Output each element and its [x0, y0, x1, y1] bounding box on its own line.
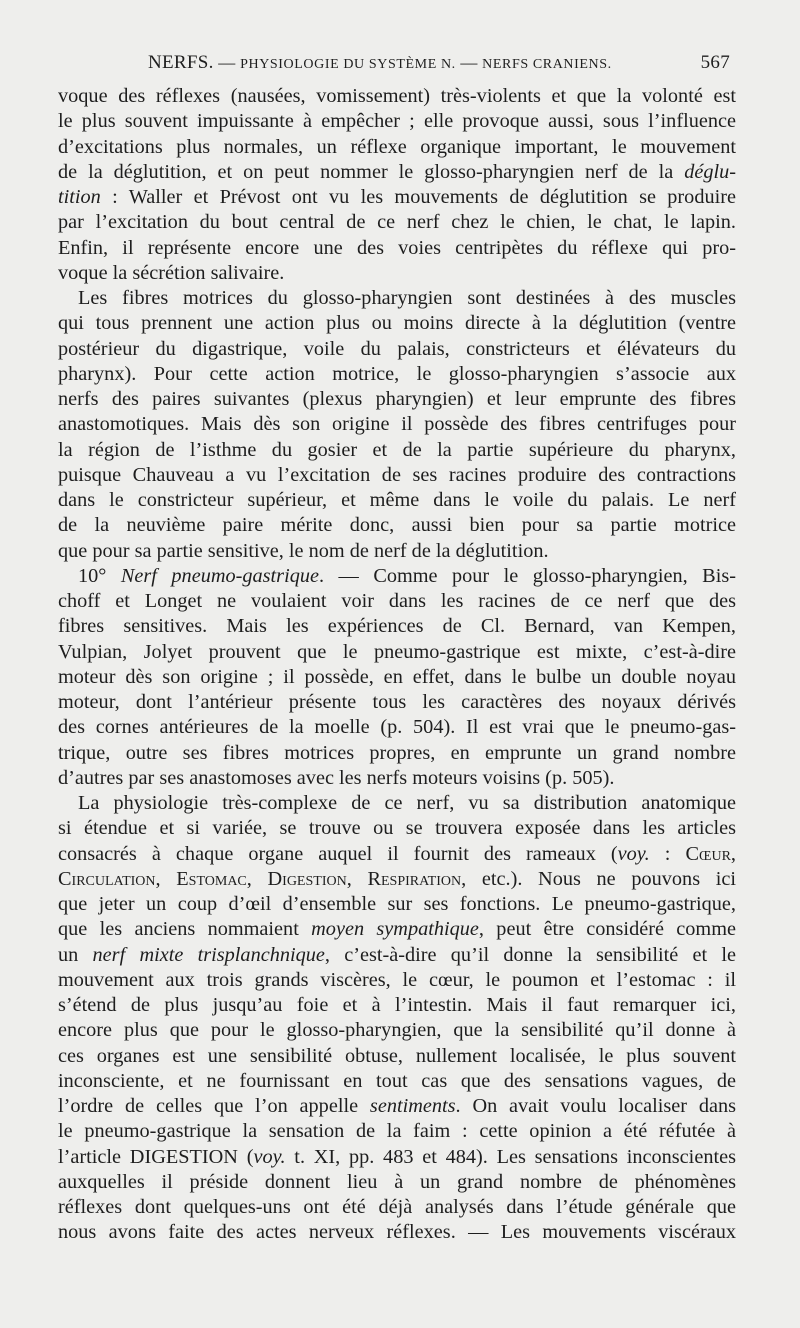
- text-line: fibres sensitives. Mais les expériences de Cl. Bernard, van Kempen,: [58, 615, 736, 638]
- header-section: PHYSIOLOGIE DU SYSTÈME N.: [240, 57, 456, 72]
- paragraph: [58, 564, 736, 791]
- text-line: le plus souvent impuissante à empêcher ; elle provoque aussi, sous l’influence: [58, 110, 736, 133]
- text-line: voque la sécrétion salivaire.: [58, 261, 285, 284]
- text-line: inconsciente, et ne fournissant en tout cas que des sensations vagues, de: [58, 1069, 736, 1092]
- text-line: choff et Longet ne voulaient voir dans les racines de ce nerf que des: [58, 590, 736, 612]
- text-line: trique, outre ses fibres motrices propres, en emprunte un grand nombre: [58, 741, 736, 764]
- running-header: [148, 50, 736, 80]
- text-line: voque des réflexes (nausées, vomissement) très-violents et que la volonté est: [58, 85, 736, 107]
- text-line: la région de l’isthme du gosier et de la partie supérieure du pharynx,: [58, 438, 736, 461]
- text-line: de la neuvième paire mérite donc, aussi bien pour sa partie motrice: [58, 514, 736, 537]
- text-line: nous avons faite des actes nerveux réflexes. — Les mouvements viscéraux: [58, 1221, 736, 1244]
- text-line: des cornes antérieures de la moelle (p. 504). Il est vrai que le pneumo-gas-: [58, 716, 736, 739]
- text-line: ces organes est une sensibilité obtuse, nullement localisée, le plus souvent: [58, 1044, 736, 1067]
- text-line: tition : Waller et Prévost ont vu les mouvements de déglutition se produire: [58, 186, 736, 208]
- text-line: consacrés à chaque organe auquel il fournit des rameaux (voy. : Cœur,: [58, 842, 736, 865]
- text-line: le pneumo-gastrique la sensation de la faim : cette opinion a été réfutée à: [58, 1120, 736, 1143]
- text-line: 10° Nerf pneumo-gastrique. — Comme pour le glosso-pharyngien, Bis-: [78, 564, 736, 587]
- text-line: que les anciens nommaient moyen sympathique, peut être considéré comme: [58, 918, 736, 941]
- text-line: d’excitations plus normales, un réflexe organique important, le mouvement: [58, 135, 736, 158]
- text-line: si étendue et si variée, se trouve ou se trouvera exposée dans les articles: [58, 817, 736, 840]
- text-line: l’article DIGESTION (voy. t. XI, pp. 483 et 484). Les sensations inconscientes: [58, 1145, 736, 1168]
- body-text: [58, 84, 736, 1246]
- text-line: puisque Chauveau a vu l’excitation de ses racines produire des contractions: [58, 463, 736, 486]
- text-line: mouvement aux trois grands viscères, le cœur, le poumon et l’estomac : il: [58, 968, 736, 991]
- paragraph: [58, 791, 736, 1246]
- text-line: auxquelles il préside donnent lieu à un grand nombre de phénomènes: [58, 1170, 736, 1193]
- text-line: s’étend de plus jusqu’au foie et à l’intestin. Mais il faut remarquer ici,: [58, 994, 736, 1016]
- paragraph: [58, 84, 736, 286]
- header-subsection: NERFS CRANIENS.: [482, 57, 612, 72]
- header-nerfs: NERFS.: [148, 52, 214, 73]
- page-number: 567: [700, 52, 730, 73]
- text-line: postérieur du digastrique, voile du palais, constricteurs et élévateurs du: [58, 337, 736, 360]
- text-line: d’autres par ses anastomoses avec les nerfs moteurs voisins (p. 505).: [58, 766, 615, 789]
- header-dash: —: [213, 53, 241, 72]
- text-line: moteur dès son origine ; il possède, en effet, dans le bulbe un double noyau: [58, 665, 736, 688]
- running-title: [148, 52, 612, 74]
- text-line: nerfs des paires suivantes (plexus pharyngien) et leur emprunte des fibres: [58, 388, 736, 410]
- text-line: Les fibres motrices du glosso-pharyngien sont destinées à des muscles: [78, 287, 736, 309]
- text-line: de la déglutition, et on peut nommer le glosso-pharyngien nerf de la déglu-: [58, 160, 736, 183]
- text-line: que jeter un coup d’œil d’ensemble sur ses fonctions. Le pneumo-gastrique,: [58, 893, 736, 915]
- paragraph: [58, 286, 736, 564]
- text-line: anastomotiques. Mais dès son origine il possède des fibres centrifuges pour: [58, 413, 736, 436]
- header-dash: —: [455, 53, 483, 72]
- text-line: encore plus que pour le glosso-pharyngien, que la sensibilité qu’il donne à: [58, 1019, 736, 1042]
- text-line: que pour sa partie sensitive, le nom de nerf de la déglutition.: [58, 539, 549, 562]
- text-line: Enfin, il représente encore une des voies centripètes du réflexe qui pro-: [58, 236, 736, 259]
- text-line: l’ordre de celles que l’on appelle sentiments. On avait voulu localiser dans: [58, 1095, 736, 1117]
- text-line: un nerf mixte trisplanchnique, c’est-à-dire qu’il donne la sensibilité et le: [58, 943, 736, 966]
- text-line: Circulation, Estomac, Digestion, Respiration, etc.). Nous ne pouvons ici: [58, 867, 736, 890]
- text-line: moteur, dont l’antérieur présente tous les caractères des noyaux dérivés: [58, 691, 736, 713]
- text-line: qui tous prennent une action plus ou moins directe à la déglutition (ventre: [58, 312, 736, 335]
- text-line: réflexes dont quelques-uns ont été déjà analysés dans l’étude générale que: [58, 1196, 736, 1218]
- text-line: La physiologie très-complexe de ce nerf, vu sa distribution anatomique: [78, 792, 736, 814]
- text-line: dans le constricteur supérieur, et même dans le voile du palais. Le nerf: [58, 489, 736, 511]
- text-line: par l’excitation du bout central de ce nerf chez le chien, le chat, le lapin.: [58, 211, 736, 234]
- text-line: Vulpian, Jolyet prouvent que le pneumo-gastrique est mixte, c’est-à-dire: [58, 640, 736, 663]
- text-line: pharynx). Pour cette action motrice, le glosso-pharyngien s’associe aux: [58, 362, 736, 385]
